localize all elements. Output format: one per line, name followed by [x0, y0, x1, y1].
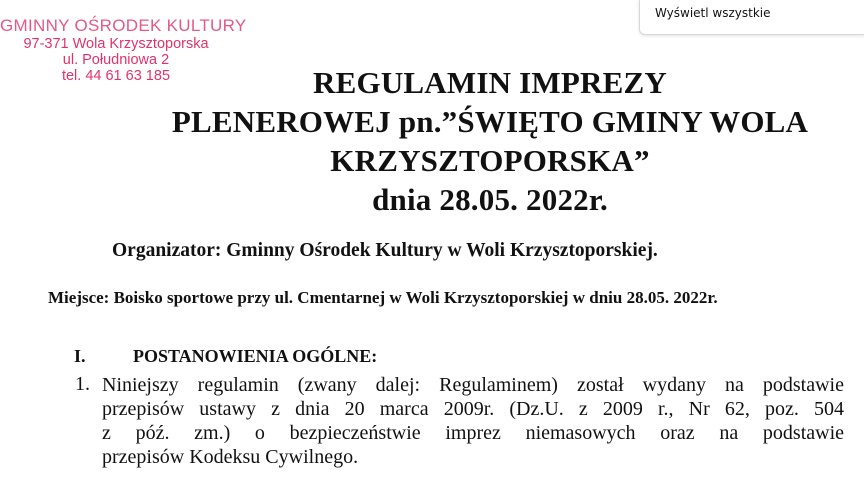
show-all-link[interactable]: Wyświetl wszystkie — [655, 6, 771, 20]
paragraph-line: z póź. zm.) o bezpieczeństwie imprez niemasowych oraz na podstawie — [102, 422, 844, 444]
paragraph-line: przepisów ustawy z dnia 20 marca 2009r. (Dz.U. z 2009 r., Nr 62, poz. 504 — [102, 398, 844, 420]
title-line: REGULAMIN IMPREZY — [313, 65, 667, 100]
stamp-address-line1: 97-371 Wola Krzysztoporska — [23, 36, 209, 52]
section-title: POSTANOWIENIA OGÓLNE: — [133, 346, 378, 366]
list-item-text — [102, 373, 844, 469]
organizer-line: Organizator: Gminny Ośrodek Kultury w Woli Krzysztoporskiej. — [112, 240, 658, 261]
paragraph-line: Niniejszy regulamin (zwany dalej: Regulaminem) został wydany na podstawie — [102, 374, 844, 396]
place-line: Miejsce: Boisko sportowe przy ul. Cmentarnej w Woli Krzysztoporskiej w dniu 28.05. 2022r. — [48, 288, 718, 307]
section-number: I. — [74, 346, 86, 366]
stamp-name: GMINNY OŚRODEK KULTURY — [0, 16, 247, 35]
paragraph-line: przepisów Kodeksu Cywilnego. — [102, 446, 359, 468]
list-item-number: 1. — [75, 373, 90, 395]
document-title — [100, 63, 864, 219]
title-date: dnia 28.05. 2022r. — [372, 182, 608, 217]
stamp-phone: tel. 44 61 63 185 — [61, 68, 171, 84]
top-right-panel — [639, 0, 864, 35]
title-line: PLENEROWEJ pn.”ŚWIĘTO GMINY WOLA — [171, 104, 809, 139]
title-line: KRZYSZTOPORSKA” — [330, 143, 650, 178]
stamp-address-line2: ul. Południowa 2 — [62, 52, 170, 68]
